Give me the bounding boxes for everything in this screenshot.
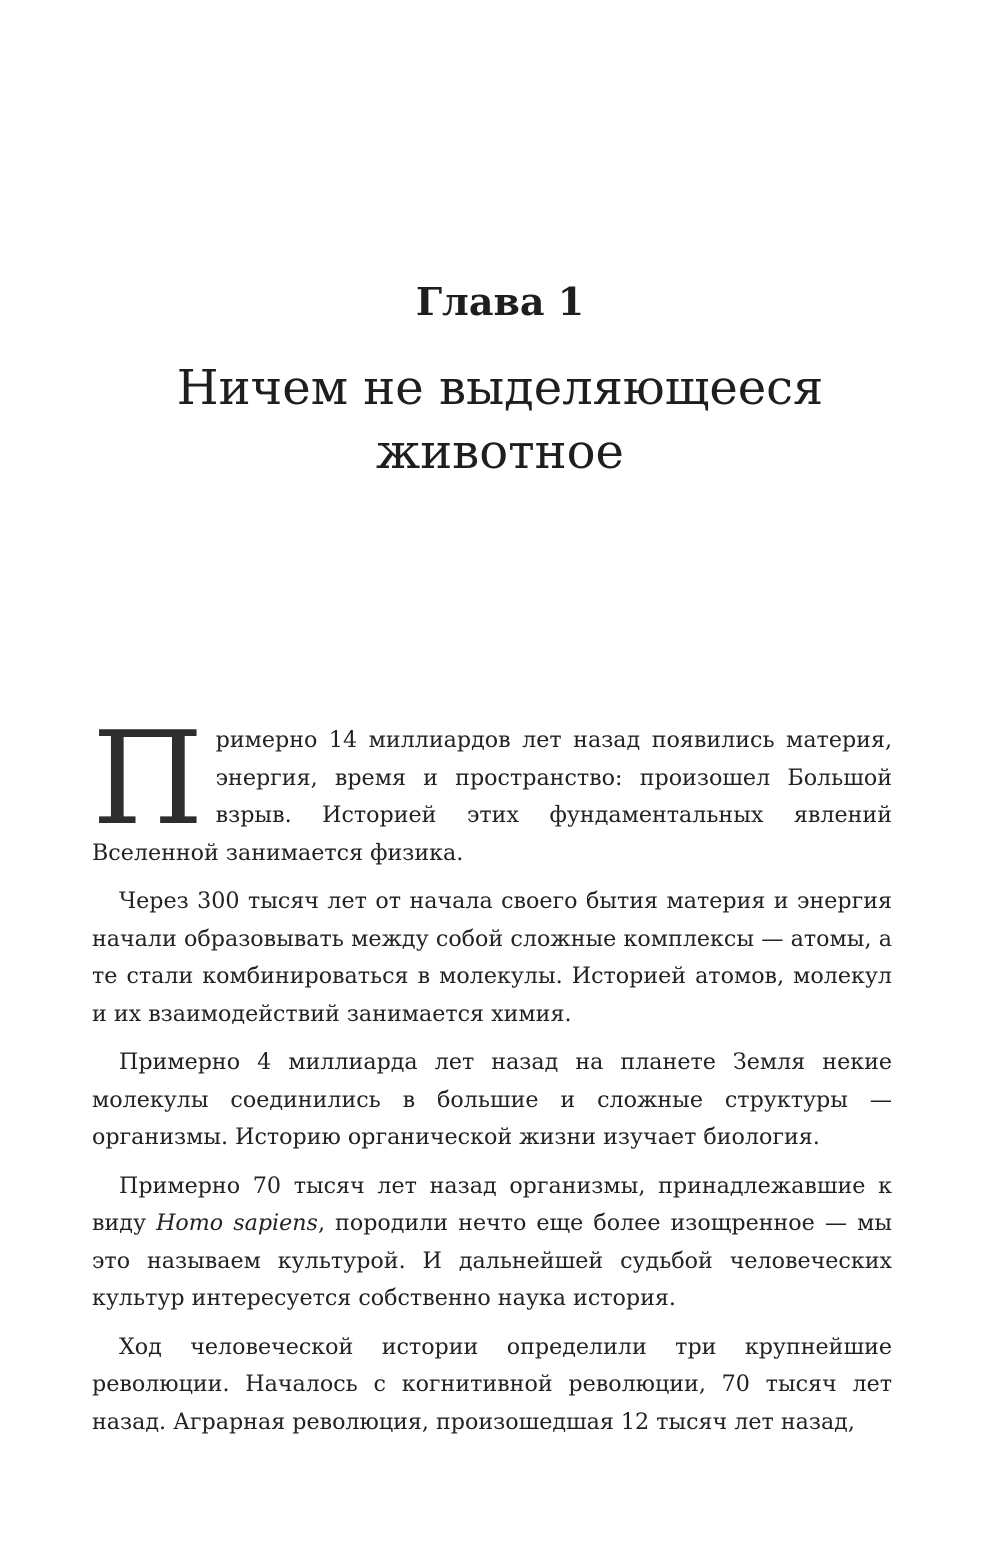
chapter-title (0, 356, 1000, 484)
paragraph-1-text: римерно 14 миллиардов лет назад появились материя, энергия, время и пространство: произошел Большой взрыв. Историей этих фундаментальных явлений Вселенной занимается физика. (92, 727, 892, 866)
chapter-body (92, 705, 892, 1452)
chapter-title-line-2: животное (376, 424, 624, 480)
chapter-label: Глава 1 (415, 279, 585, 324)
paragraph-4-text-after: , породили нечто еще более изощренное — мы это называем культурой. И дальнейшей судьбой человеческих культур интересуется собственно наука история. (92, 1210, 892, 1311)
paragraph-2: Через 300 тысяч лет от начала своего бытия материя и энергия начали образовывать между собой сложные комплексы — атомы, а те стали комбинироваться в молекулы. Историей атомов, молекул и их взаимодействий занимается химия. (92, 888, 892, 1027)
chapter-title-line-1: Ничем не выделяющееся (176, 360, 824, 416)
paragraph-5: Ход человеческой истории определили три крупнейшие революции. Началось с когнитивной революции, 70 тысяч лет назад. Аграрная революция, произошедшая 12 тысяч лет назад, (92, 1333, 892, 1435)
paragraph-4-text-before: Примерно 70 тысяч лет назад организмы, принадлежавшие к виду (92, 1172, 892, 1236)
paragraph-4 (92, 1168, 892, 1318)
drop-cap: П (92, 705, 204, 854)
species-name-italic: Homo sapiens (156, 1210, 318, 1236)
paragraph-3: Примерно 4 миллиарда лет назад на планете Земля некие молекулы соединились в большие и сложные структуры — организмы. Историю органической жизни изучает биология. (92, 1049, 892, 1150)
paragraph-1 (92, 705, 892, 872)
